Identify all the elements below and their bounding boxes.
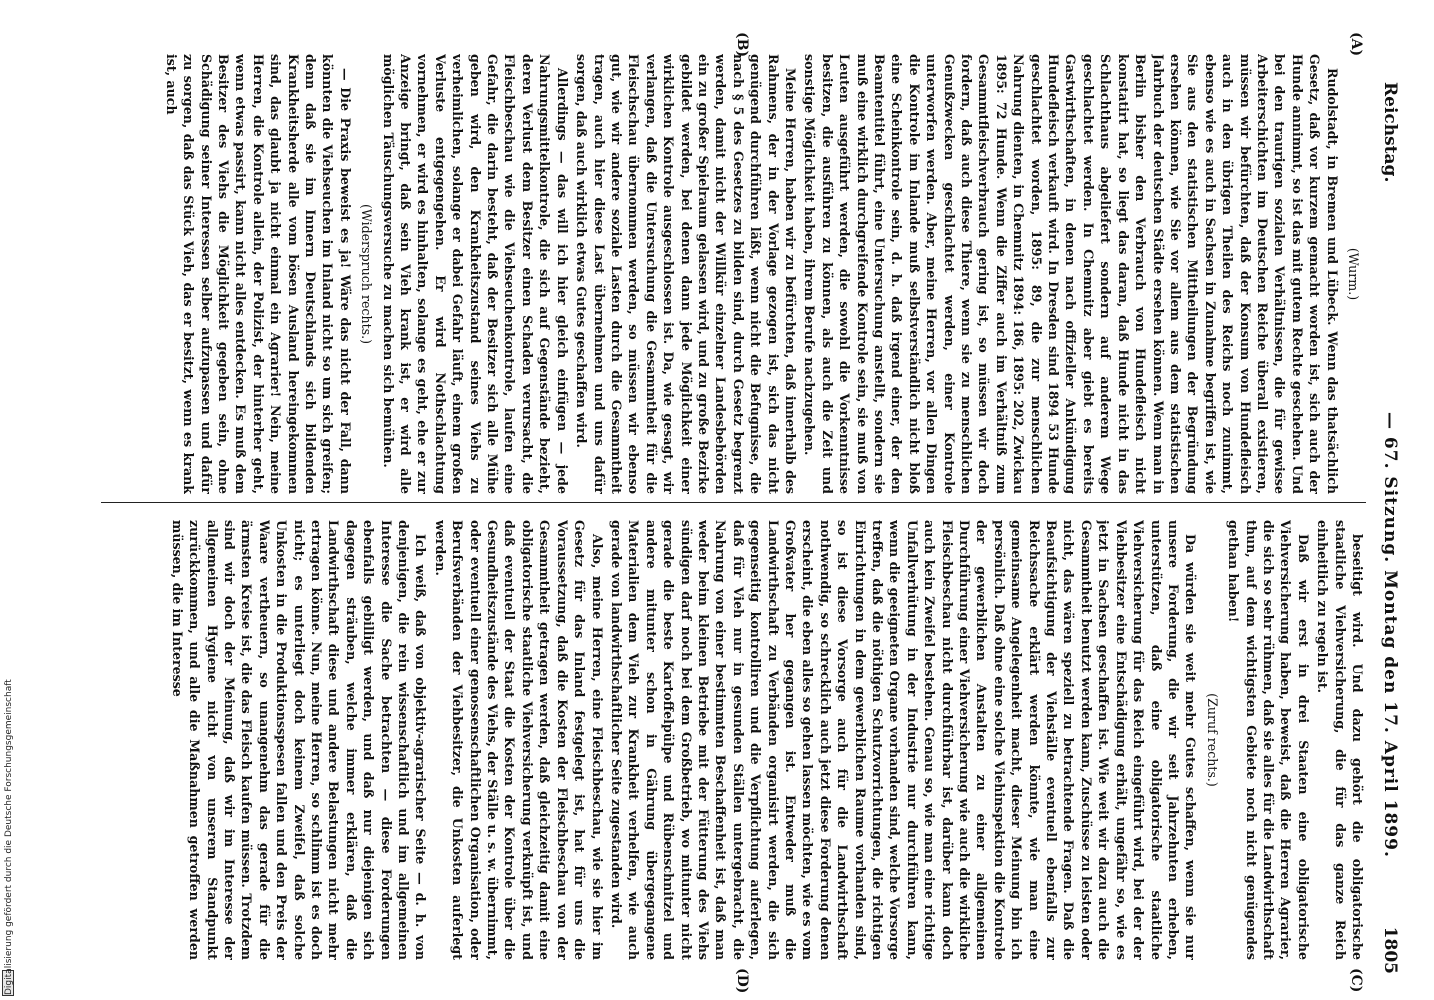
column-divider [101, 502, 1366, 503]
right-text-column [101, 520, 1366, 960]
rotated-page-content [95, 32, 1400, 994]
speaker-label: (Wurm.) [1346, 247, 1361, 301]
paragraph: Allerdings — das will ich hier gleich einfügen — jede Nahrungsmittelkontrole, die sich auf Gegenstände bezieht, deren Verlust dem Besitzer einen Schaden verursacht, die Fleischbeschau wie die Viehseuchenkontrole, laufen eine Gefahr, die darin besteht, daß der Besitzer sich alle Mühe geben wird, den Krankheitszustand seines Viehs zu verheimlichen, solange er dabei Gefahr läuft, einem großen Verluste entgegengehen. Er wird Nothschlachtung vornehmen, er wird es hinhalten, solange es geht, ehe er zur Anzeige bringt, daß sein Vieh krank ist, er wird alle möglichen Täuschungsversuche zu machen sich bemühen. [380, 54, 570, 494]
margin-mark-b: (B) [734, 32, 750, 58]
paragraph: — Die Praxis beweist es ja! Wäre das nicht der Fall, dann könnten die Viehseuchen im Inland nicht so um sich greifen; denn daß sie im Innern Deutschlands sich bildenden Krankheitsherde alle vom bösen Ausland hereingekommen sind, das glaubt ja nicht einmal ein Agrarier! Nein, meine Herren, die Kontrole allein, der Polizist, der hinterher geht, wenn etwas passirt, kann nicht alles entdecken. Es muß dem Besitzer des Viehs die Möglichkeit gegeben sein, ohne Schädigung seiner Interessen selber aufzupassen und dafür zu sorgen, daß das Stück Vieh, das er besitzt, wenn es krank ist, auch [163, 54, 353, 494]
running-header [1372, 32, 1400, 982]
margin-mark-a: (A) [1348, 32, 1364, 57]
interjection: (Widerspruch rechts.) [359, 203, 375, 345]
margin-mark-c: (C) [1348, 968, 1364, 993]
interjection: (Zuruf rechts.) [1204, 693, 1220, 787]
paragraph: Rudolstadt, in Bremen und Lübeck. Wenn das thatsächlich Gesetz, daß vor kurzem gemacht worden ist, sich auch der Hunde annimmt, so ist das mit gutem Rechte geschehen. Und bei den traurigen sozialen Verhältnissen, die für gewisse Arbeiterschichten im Deutschen Reiche überall existieren, müssen wir befürchten, daß der Konsum von Hundefleisch auch in den übrigen Theilen des Reichs noch zunimmt, ebenso wie es auch in Sachsen in Zunahme begriffen ist, wie Sie aus den statistischen Mittheilungen der Begründung ersehen können, wie Sie vor allem aus dem statistischen Jahrbuch der deutschen Städte ersehen können. Wenn man in Berlin bisher den Verbrauch von Hundefleisch nicht konstatirt hat, so liegt das daran, daß Hunde nicht in das Schlachthaus abgeliefert sondern auf anderem Wege geschlachtet werden. In Chemnitz aber giebt es bereits Gastwirthschaften, in denen nach offizieller Ankündigung Hundefleisch verkauft wird. In Dresden sind 1894 53 Hunde geschlachtet worden, 1895: 89, die zur menschlichen Nahrung dienten, in Chemnitz 1894: 186, 1895: 202, Zwickau 1895: 72 Hunde. Wenn die Ziffer auch im Verhältniß zum Gesammtfleischverbrauch gering ist, so müssen wir doch fordern, daß auch diese Thiere, wenn sie zu menschlichen Genußzwecken geschlachtet werden, einer Kontrole unterworfen werden. Aber, meine Herren, vor allen Dingen die Kontrole im Inlande muß selbstverständlich nicht bloß eine Scheinkontrole sein, d. h. daß irgend einer, der den Beamtentitel führt, eine Untersuchung anstellt, sondern sie muß eine wirklich durchgreifende Kontrole sein, sie muß von Leuten ausgeführt werden, die sowohl die Vorkenntnisse besitzen, die ausführen zu können, als auch die Zeit und sonstige Möglichkeit haben, ihrem Berufe nachzugehen. [802, 54, 1340, 494]
header-center: — 67. Sitzung. Montag den 17. April 1899. [1380, 412, 1400, 858]
paragraph: beseitigt wird. Und dazu gehört die obligatorische staatliche Viehversicherung, die für das ganze Reich einheitlich zu regeln ist. [1315, 520, 1365, 960]
left-text-column [101, 54, 1366, 494]
paragraph: Also, meine Herren, eine Fleischbeschau, wie sie hier im Gesetz für das Inland festgelegt ist, hat für uns die Voraussetzung, daß die Kosten der Fleischbeschau von der Gesammtheit getragen werden, daß gleichzeitig damit eine obligatorische staatliche Viehversicherung verknüpft ist, und daß eventuell der Staat die Kosten der Kontrole über die Gesundheitszustände des Viehs, der Ställe u. s. w. übernimmt, oder eventuell einer genossenschaftlichen Organisation, oder Berufsverbänden der Viehbesitzer, die Unkosten auferlegt werden. [432, 520, 605, 960]
digitization-note: Digitalisierung gefördert durch die Deutsche Forschungsgemeinschaft [4, 679, 14, 995]
paragraph: Ich weiß, daß von objektiv-agrarischer Seite — d. h. von denjenigen, die rein wissenschaftlich und im allgemeinen Interesse die Sache betrachten — diese Forderungen ebenfalls gebilligt werden, und daß nur diejenigen sich dagegen sträuben, welche immer erklären, daß die Landwirthschaft diese und andere Belastungen nicht mehr ertragen könne. Nun, meine Herren, so schlimm ist es doch nicht; es unterliegt doch keinem Zweifel, daß solche Unkosten in die Produktionsspesen fallen und den Preis der Waare vertheuern, so unangenehm das gerade für die ärmsten Kreise ist, die das Fleisch kaufen müssen. Trotzdem sind wir doch der Meinung, daß wir im Interesse der allgemeinen Hygiene nicht von unserem Standpunkt zurückkommen, und alle die Maßnahmen getroffen werden müssen, die im Interesse [169, 520, 429, 960]
paragraph: Da würden sie weit mehr Gutes schaffen, wenn sie nur unsere Forderung, die wir seit Jahrzehnten erheben, unterstützen, daß eine obligatorische staatliche Viehversicherung für das Reich eingeführt wird, bei der der Viehbesitzer eine Entschädigung erhält, ungefähr so, wie es jetzt in Sachsen geschaffen ist. Wie weit wir dazu auch die Gesammtheit benutzt werden kann, Zuschüsse zu leisten oder nicht, das wären speziell zu betrachtende Fragen. Daß die Beaufsichtigung der Viehställe eventuell ebenfalls zur Reichssache erklärt werden könnte, wie man eine gemeinsame Angelegenheit macht, dieser Meinung bin ich persönlich. Daß ohne eine solche Viehinspektion die Kontrole der gewerblichen Anstalten zu einer allgemeinen Durchführung einer Viehversicherung wie auch die wirkliche Fleischbeschau nicht durchführbar ist, darüber kann doch auch kein Zweifel bestehen. Genau so, wie man eine richtige Unfallverhütung in der Industrie nur durchführen kann, wenn die geeigneten Organe vorhanden sind, welche Vorsorge treffen, daß die nöthigen Schutzvorrichtungen, die richtigen Einrichtungen in dem gewerblichen Raume vorhanden sind, so ist diese Vorsorge auch für die Landwirthschaft nothwendig, so schrecklich auch jetzt diese Forderung denen erscheint, die eben alles so gehen lassen möchten, wie es vom Großvater her gegangen ist. Entweder muß die Landwirthschaft zu Verbänden organisirt werden, die sich gegenseitig kontrolliren und die Verpflichtung auferlegen, daß für Vieh nur in gesunden Ställen untergebracht, die Nahrung von einer bestimmten Beschaffenheit ist, daß man weder beim kleinen Betriebe mit der Fütterung des Viehs sündigen darf noch bei dem Großbetrieb, wo mitunter nicht gerade die beste Kartoffelpülpe und Rübenschnitzel und andere mitunter schon in Gährung übergegangene Materialien dem Vieh zur Krankheit verhelfen, wie auch gerade von landwirthschaftlicher Seite zugestanden wird. [608, 520, 1199, 960]
margin-mark-d: (D) [734, 968, 750, 994]
paragraph: Daß wir erst in drei Staaten eine obligatorische Viehversicherung haben, beweist, daß die Herren Agrarier, die sich so sehr rühmen, daß sie alles für die Landwirthschaft thun, auf dem wichtigsten Gebiete noch nicht genügendes gethan haben! [1226, 520, 1311, 960]
paragraph: Meine Herren, haben wir zu befürchten, daß innerhalb des Rahmens, der in der Vorlage gezogen ist, sich das nicht genügend durchführen läßt, wenn nicht die Befugnisse, die nach § 5 des Gesetzes zu bilden sind, durch Gesetz begrenzt werden, damit nicht der Willkür einzelner Landesbehörden ein zu großer Spielraum gelassen wird, und zu große Bezirke gebildet werden, bei denen dann jede Möglichkeit einer wirklichen Kontrole ausgeschlossen ist. Da, wie gesagt, wir verlangen, daß die Untersuchung die Gesammtheit für die Fleischschau übernommen werden, so müssen wir ebenso gut, wie wir andere soziale Lasten durch die Gesammtheit tragen, auch hier diese Last übernehmen und uns dafür sorgen, daß auch wirklich etwas Gutes geschaffen wird. [574, 54, 798, 494]
page-number: 1805 [1380, 926, 1400, 974]
header-left: Reichstag. [1380, 82, 1400, 183]
